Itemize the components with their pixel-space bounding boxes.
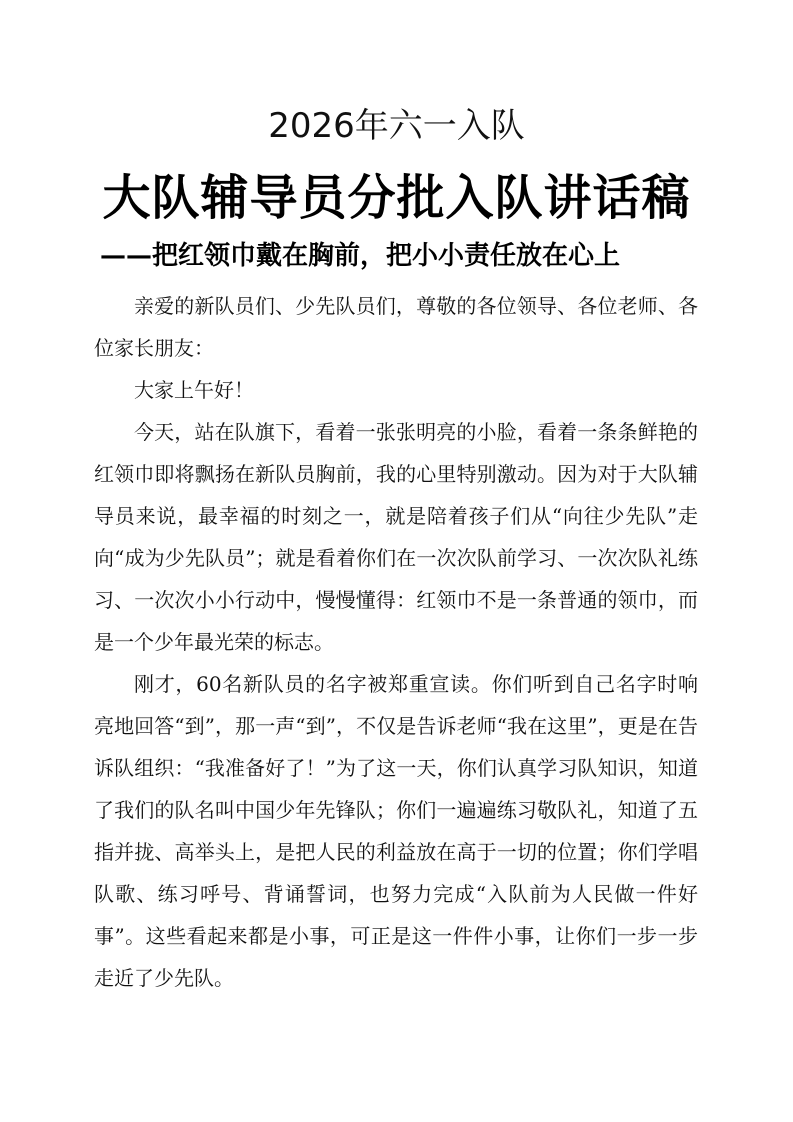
document-body — [94, 285, 698, 999]
document-title-year: 2026年六一入队 — [268, 106, 525, 146]
paragraph-greeting: 亲爱的新队员们、少先队员们，尊敬的各位领导、各位老师、各位家长朋友： — [94, 294, 698, 360]
document-subtitle: ——把红领巾戴在胸前，把小小责任放在心上 — [100, 241, 621, 271]
paragraph-new-members: 刚才，60名新队员的名字被郑重宣读。你们听到自己名字时响亮地回答“到”，那一声“到”，不仅是告诉老师“我在这里”，更是在告诉队组织：“我准备好了！”为了这一天，你们认真学习队知识，知道了我们的队名叫中国少年先锋队；你们一遍遍练习敬队礼，知道了五指并拢、高举头上，是把人民的利益放在高于一切的位置；你们学唱队歌、练习呼号、背诵誓词，也努力完成“入队前为人民做一件好事”。这些看起来都是小事，可正是这一件件小事，让你们一步一步走近了少先队。 — [94, 672, 698, 990]
paragraph-hello: 大家上午好！ — [134, 378, 254, 402]
document-title-main: 大队辅导员分批入队讲话稿 — [102, 170, 691, 226]
paragraph-today: 今天，站在队旗下，看着一张张明亮的小脸，看着一条条鲜艳的红领巾即将飘扬在新队员胸前，我的心里特别激动。因为对于大队辅导员来说，最幸福的时刻之一，就是陪着孩子们从“向往少先队”走向“成为少先队员”；就是看着你们在一次次队前学习、一次次队礼练习、一次次小小行动中，慢慢懂得：红领巾不是一条普通的领巾，而是一个少年最光荣的标志。 — [94, 420, 698, 654]
